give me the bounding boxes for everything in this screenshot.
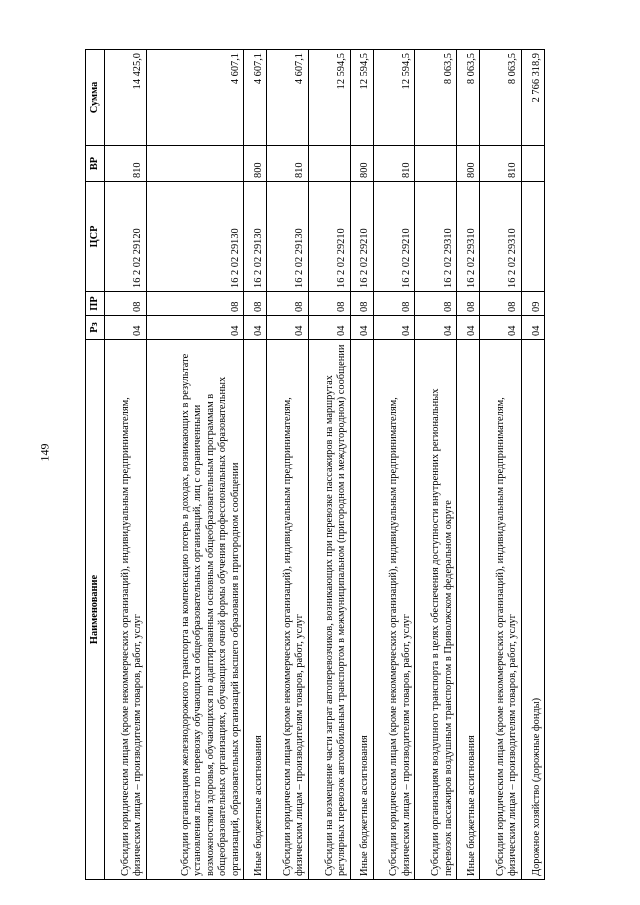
cell-name: Субсидии на возмещение части затрат автоперевозчиков, возникающих при перевозке пассажиров на маршрутах регулярных перевозок автомобильным транспортом в межмуниципальном (пригородном и междугородном) сообщении: [308, 340, 350, 880]
cell-sum: 12 594,5: [373, 50, 415, 146]
cell-pr: 08: [146, 292, 244, 316]
cell-sum: 2 766 318,9: [521, 50, 544, 146]
table-row: [521, 50, 544, 880]
table-row: [244, 50, 267, 880]
cell-rz: 04: [105, 316, 147, 340]
table-row: [146, 50, 244, 880]
cell-name: Субсидии организациям воздушного транспорта в целях обеспечения доступности внутренних региональных перевозок пассажиров воздушным транспортом в Приволжском федеральном округе: [415, 340, 457, 880]
cell-vr: 800: [244, 146, 267, 182]
cell-name: Субсидии юридическим лицам (кроме некоммерческих организаций), индивидуальным предпринимателям, физическим лицам – производителям товаров, работ, услуг: [267, 340, 309, 880]
header-vr: ВР: [86, 146, 105, 182]
rotated-page: [85, 50, 545, 880]
cell-csr: 16 2 02 29120: [105, 182, 147, 292]
header-rz: Рз: [86, 316, 105, 340]
cell-name: Субсидии юридическим лицам (кроме некоммерческих организаций), индивидуальным предпринимателям, физическим лицам – производителям товаров, работ, услуг: [480, 340, 522, 880]
cell-rz: 04: [267, 316, 309, 340]
cell-vr: 810: [105, 146, 147, 182]
cell-csr: 16 2 02 29130: [267, 182, 309, 292]
table-row: [373, 50, 415, 880]
table-row: [457, 50, 480, 880]
cell-csr: 16 2 02 29310: [415, 182, 457, 292]
cell-vr: [521, 146, 544, 182]
cell-pr: 08: [373, 292, 415, 316]
cell-csr: 16 2 02 29130: [146, 182, 244, 292]
header-name: Наименование: [86, 340, 105, 880]
cell-pr: 08: [267, 292, 309, 316]
cell-csr: 16 2 02 29210: [308, 182, 350, 292]
cell-csr: 16 2 02 29210: [350, 182, 373, 292]
header-sum: Сумма: [86, 50, 105, 146]
cell-sum: 8 063,5: [457, 50, 480, 146]
cell-name: Субсидии юридическим лицам (кроме некоммерческих организаций), индивидуальным предпринимателям, физическим лицам – производителям товаров, работ, услуг: [105, 340, 147, 880]
table-row: [308, 50, 350, 880]
cell-name: Иные бюджетные ассигнования: [457, 340, 480, 880]
cell-pr: 08: [480, 292, 522, 316]
cell-name: Субсидии организациям железнодорожного транспорта на компенсацию потерь в доходах, возникающих в результате установления льгот по перевозку обучающихся общеобразовательных организаций, лиц с ограниченными возможностями здоровья, обучающихся по адаптированным основным общеобразовательным программам в общеобразовательных организациях, обучающихся очной формы обучения профессиональных образовательных организаций, образовательных организаций высшего образования в пригородном сообщении: [146, 340, 244, 880]
cell-rz: 04: [457, 316, 480, 340]
cell-pr: 09: [521, 292, 544, 316]
cell-pr: 08: [308, 292, 350, 316]
cell-name: Иные бюджетные ассигнования: [350, 340, 373, 880]
cell-pr: 08: [457, 292, 480, 316]
cell-rz: 04: [308, 316, 350, 340]
cell-vr: 810: [373, 146, 415, 182]
cell-vr: [146, 146, 244, 182]
cell-vr: [308, 146, 350, 182]
cell-name: Иные бюджетные ассигнования: [244, 340, 267, 880]
table-row: [267, 50, 309, 880]
cell-rz: 04: [480, 316, 522, 340]
cell-csr: [521, 182, 544, 292]
cell-pr: 08: [244, 292, 267, 316]
cell-rz: 04: [521, 316, 544, 340]
cell-vr: 810: [480, 146, 522, 182]
cell-vr: 810: [267, 146, 309, 182]
cell-csr: 16 2 02 29210: [373, 182, 415, 292]
cell-vr: 800: [457, 146, 480, 182]
page-number: 149: [37, 443, 52, 462]
cell-sum: 12 594,5: [308, 50, 350, 146]
header-pr: ПР: [86, 292, 105, 316]
cell-sum: 8 063,5: [415, 50, 457, 146]
cell-sum: 4 607,1: [244, 50, 267, 146]
cell-sum: 4 607,1: [146, 50, 244, 146]
table-row: [480, 50, 522, 880]
cell-rz: 04: [350, 316, 373, 340]
table-row: [415, 50, 457, 880]
header-csr: ЦСР: [86, 182, 105, 292]
cell-name: Субсидии юридическим лицам (кроме некоммерческих организаций), индивидуальным предпринимателям, физическим лицам – производителям товаров, работ, услуг: [373, 340, 415, 880]
cell-sum: 4 607,1: [267, 50, 309, 146]
table-row: [350, 50, 373, 880]
cell-pr: 08: [350, 292, 373, 316]
cell-csr: 16 2 02 29310: [457, 182, 480, 292]
cell-csr: 16 2 02 29130: [244, 182, 267, 292]
cell-csr: 16 2 02 29310: [480, 182, 522, 292]
cell-pr: 08: [415, 292, 457, 316]
header-row: [86, 50, 105, 880]
cell-sum: 8 063,5: [480, 50, 522, 146]
cell-sum: 14 425,0: [105, 50, 147, 146]
budget-table: [85, 49, 545, 880]
table-wrapper: [85, 50, 545, 880]
cell-rz: 04: [415, 316, 457, 340]
cell-vr: [415, 146, 457, 182]
table-row: [105, 50, 147, 880]
cell-sum: 12 594,5: [350, 50, 373, 146]
cell-rz: 04: [244, 316, 267, 340]
cell-pr: 08: [105, 292, 147, 316]
cell-rz: 04: [373, 316, 415, 340]
cell-name: Дорожное хозяйство (дорожные фонды): [521, 340, 544, 880]
cell-vr: 800: [350, 146, 373, 182]
cell-rz: 04: [146, 316, 244, 340]
